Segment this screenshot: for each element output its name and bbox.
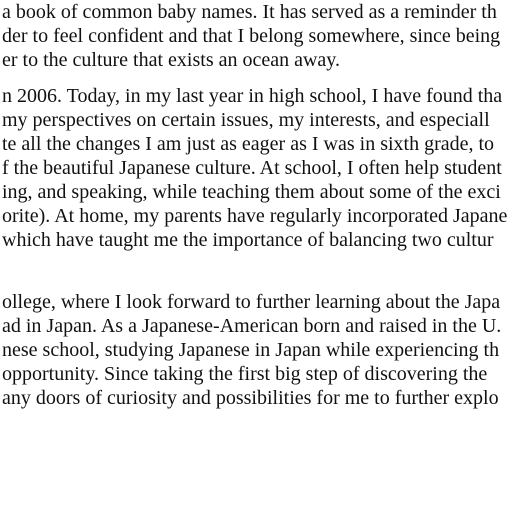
paragraph-2-line-5: ing, and speaking, while teaching them about some of the exci [2, 181, 501, 203]
paragraph-3-line-4: opportunity. Since taking the first big step of discovering the [2, 363, 488, 385]
paragraph-2-line-1: n 2006. Today, in my last year in high school, I have found tha [2, 85, 503, 107]
paragraph-1-line-3: er to the culture that exists an ocean away. [2, 49, 341, 71]
paragraph-2-line-6: orite). At home, my parents have regularly incorporated Japane [2, 205, 508, 227]
paragraph-3-line-2: ad in Japan. As a Japanese-American born and raised in the U. [2, 315, 502, 337]
paragraph-3-line-1: ollege, where I look forward to further learning about the Japa [2, 291, 501, 313]
paragraph-2-line-4: f the beautiful Japanese culture. At school, I often help student [2, 157, 502, 179]
paragraph-3-line-3: nese school, studying Japanese in Japan while experiencing th [2, 339, 500, 361]
paragraph-1-line-2: der to feel confident and that I belong somewhere, since being [2, 25, 501, 47]
paragraph-2-line-2: my perspectives on certain issues, my interests, and especiall [2, 109, 490, 131]
paragraph-2-line-3: te all the changes I am just as eager as I was in sixth grade, to [2, 133, 495, 155]
paragraph-1-line-1: a book of common baby names. It has served as a reminder th [2, 1, 497, 23]
paragraph-3-line-5: any doors of curiosity and possibilities for me to further explo [2, 387, 499, 409]
paragraph-2-line-7: which have taught me the importance of balancing two cultur [2, 229, 494, 251]
